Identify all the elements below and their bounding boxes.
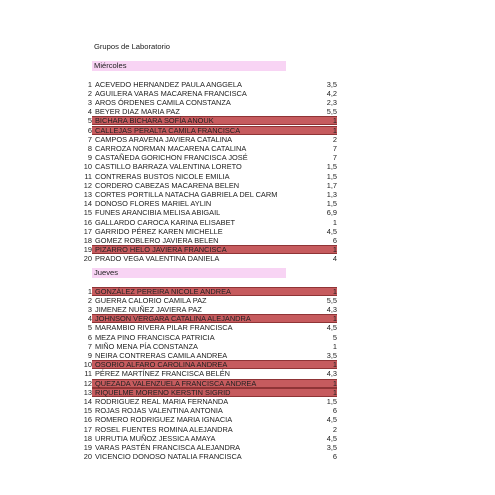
row-number: 18 (83, 235, 92, 245)
table-row (82, 406, 337, 415)
table-row (82, 89, 337, 98)
table-row (82, 369, 337, 378)
row-number: 8 (87, 143, 92, 153)
row-number: 19 (83, 245, 92, 255)
student-name: PRADO VEGA VALENTINA DANIELA (95, 254, 220, 264)
row-number: 5 (87, 116, 92, 126)
row-number: 2 (87, 295, 92, 305)
student-name: CASTAÑEDA GORICHON FRANCISCA JOSÉ (95, 153, 248, 163)
score-value: 1 (332, 116, 337, 126)
score-value: 5,5 (326, 107, 337, 117)
table-row (82, 218, 337, 227)
table-row (82, 333, 337, 342)
student-name: GOMEZ ROBLERO JAVIERA BELEN (95, 235, 219, 245)
score-value: 1 (332, 314, 337, 324)
row-number: 13 (83, 189, 92, 199)
table-row (82, 199, 337, 208)
table-row (82, 107, 337, 116)
row-number: 9 (87, 153, 92, 163)
table-row (82, 254, 337, 263)
row-number: 17 (83, 424, 92, 434)
row-number: 14 (83, 199, 92, 209)
table-row (82, 126, 337, 135)
row-number: 3 (87, 304, 92, 314)
table-row (82, 80, 337, 89)
table-row (82, 227, 337, 236)
row-number: 16 (83, 217, 92, 227)
student-name: CAMPOS ARAVENA JAVIERA CATALINA (95, 134, 233, 144)
row-number: 10 (83, 360, 92, 370)
student-name: BICHARA BICHARA SOFÍA ANOUK (95, 116, 214, 126)
row-number: 7 (87, 134, 92, 144)
table-row (82, 434, 337, 443)
document-title: Grupos de Laboratorio (94, 42, 170, 51)
student-name: ROJAS ROJAS VALENTINA ANTONIA (95, 406, 223, 416)
student-name: JOHNSON VERGARA CATALINA ALEJANDRA (95, 314, 251, 324)
table-row (82, 181, 337, 190)
row-number: 7 (87, 341, 92, 351)
score-value: 4,5 (326, 226, 337, 236)
score-value: 1 (332, 341, 337, 351)
student-name: GONZÁLEZ PEREIRA NICOLE ANDREA (95, 286, 231, 296)
student-name: MEZA PINO FRANCISCA PATRICIA (95, 332, 215, 342)
row-number: 11 (84, 369, 92, 379)
score-value: 6,9 (326, 208, 337, 218)
row-number: 15 (83, 208, 92, 218)
row-number: 4 (87, 107, 92, 117)
student-name: CARROZA NORMAN MACARENA CATALINA (95, 143, 247, 153)
row-number: 1 (87, 79, 92, 89)
table-row (82, 360, 337, 369)
row-number: 20 (83, 452, 92, 462)
student-name: PÉREZ MARTÍNEZ FRANCISCA BELÉN (95, 369, 230, 379)
row-number: 6 (87, 125, 92, 135)
table-row (82, 425, 337, 434)
student-name: RODRIGUEZ REAL MARIA FERNANDA (95, 396, 229, 406)
row-number: 15 (83, 406, 92, 416)
table-row (82, 190, 337, 199)
score-value: 1 (332, 378, 337, 388)
score-value: 4,3 (326, 369, 337, 379)
score-value: 1,5 (326, 396, 337, 406)
table-row (82, 305, 337, 314)
score-value: 1,5 (326, 171, 337, 181)
score-value: 2 (332, 424, 337, 434)
score-value: 1,3 (326, 189, 337, 199)
student-name: RIQUELME MORENO KERSTIN SIGRID (95, 387, 231, 397)
score-value: 2 (332, 134, 337, 144)
score-value: 5,5 (326, 295, 337, 305)
student-name: AROS ÓRDENES CAMILA CONSTANZA (95, 97, 231, 107)
row-number: 16 (83, 415, 92, 425)
student-name: OSORIO ALFARO CAROLINA ANDREA (95, 360, 228, 370)
student-name: VICENCIO DONOSO NATALIA FRANCISCA (95, 452, 242, 462)
student-name: URRUTIA MUÑOZ JESSICA AMAYA (95, 433, 216, 443)
row-number: 1 (87, 286, 92, 296)
student-name: JIMENEZ NUÑEZ JAVIERA PAZ (95, 304, 202, 314)
student-name: CORTES PORTILLA NATACHA GABRIELA DEL CARM (95, 189, 278, 199)
row-number: 13 (83, 387, 92, 397)
score-value: 6 (332, 235, 337, 245)
row-number: 12 (83, 378, 92, 388)
score-value: 6 (332, 406, 337, 416)
score-value: 7 (332, 153, 337, 163)
row-number: 11 (84, 171, 92, 181)
section-header-jueves: Jueves (92, 268, 286, 278)
student-name: ROMERO RODRIGUEZ MARIA IGNACIA (95, 415, 233, 425)
table-row (82, 314, 337, 323)
student-name: VARAS PASTÉN FRANCISCA ALEJANDRA (95, 442, 241, 452)
student-name: ACEVEDO HERNANDEZ PAULA ANGGELA (95, 79, 242, 89)
section-header-miercoles: Miércoles (92, 61, 286, 71)
student-name: CASTILLO BARRAZA VALENTINA LORETO (95, 162, 242, 172)
score-value: 3,5 (326, 79, 337, 89)
row-number: 4 (87, 314, 92, 324)
table-row (82, 162, 337, 171)
student-name: PIZARRO HELO JAVIERA FRANCISCA (95, 245, 227, 255)
student-name: DONOSO FLORES MARIEL AYLIN (95, 199, 212, 209)
student-name: CALLEJAS PERALTA CAMILA FRANCISCA (95, 125, 241, 135)
table-row (82, 135, 337, 144)
table-row (82, 323, 337, 332)
row-number: 18 (83, 433, 92, 443)
score-value: 1 (332, 387, 337, 397)
table-row (82, 397, 337, 406)
score-value: 2,3 (326, 97, 337, 107)
student-name: FUNES ARANCIBIA MELISA ABIGAIL (95, 208, 221, 218)
table-row (82, 153, 337, 162)
row-number: 10 (83, 162, 92, 172)
score-value: 1,5 (326, 162, 337, 172)
student-name: MIÑO MENA PÍA CONSTANZA (95, 341, 198, 351)
table-row (82, 236, 337, 245)
student-name: GUERRA CALORIO CAMILA PAZ (95, 295, 207, 305)
table-row (82, 287, 337, 296)
score-value: 5 (332, 332, 337, 342)
table-row (82, 144, 337, 153)
table-row (82, 208, 337, 217)
table-row (82, 452, 337, 461)
score-value: 4,3 (326, 304, 337, 314)
row-number: 5 (87, 323, 92, 333)
table-row (82, 388, 337, 397)
row-number: 9 (87, 350, 92, 360)
score-value: 1,5 (326, 199, 337, 209)
table-row (82, 172, 337, 181)
table-row (82, 98, 337, 107)
row-number: 3 (87, 97, 92, 107)
score-value: 3,5 (326, 442, 337, 452)
score-value: 4,5 (326, 323, 337, 333)
student-name: CORDERO CABEZAS MACARENA BELEN (95, 180, 240, 190)
score-value: 4,2 (326, 88, 337, 98)
row-number: 2 (87, 88, 92, 98)
row-number: 14 (83, 396, 92, 406)
score-value: 4,5 (326, 415, 337, 425)
table-row (82, 116, 337, 125)
row-number: 12 (83, 180, 92, 190)
table-row (82, 415, 337, 424)
student-name: AGUILERA VARAS MACARENA FRANCISCA (95, 88, 247, 98)
row-number: 20 (83, 254, 92, 264)
row-number: 17 (83, 226, 92, 236)
row-number: 6 (87, 332, 92, 342)
student-name: MARAMBIO RIVERA PILAR FRANCISCA (95, 323, 233, 333)
score-value: 4,5 (326, 433, 337, 443)
score-value: 3,5 (326, 350, 337, 360)
student-name: GARRIDO PÉREZ KAREN MICHELLE (95, 226, 223, 236)
score-value: 1 (332, 245, 337, 255)
table-row (82, 443, 337, 452)
student-name: BEYER DIAZ MARIA PAZ (95, 107, 180, 117)
student-name: CONTRERAS BUSTOS NICOLE EMILIA (95, 171, 230, 181)
score-value: 1 (332, 217, 337, 227)
table-row (82, 245, 337, 254)
score-value: 4 (332, 254, 337, 264)
score-value: 7 (332, 143, 337, 153)
table-row (82, 296, 337, 305)
score-value: 1 (332, 360, 337, 370)
score-value: 1 (332, 125, 337, 135)
score-value: 1 (332, 286, 337, 296)
student-name: GALLARDO CAROCA KARINA ELISABET (95, 217, 236, 227)
student-name: ROSEL FUENTES ROMINA ALEJANDRA (95, 424, 233, 434)
student-name: NEIRA CONTRERAS CAMILA ANDREA (95, 350, 228, 360)
table-row (82, 379, 337, 388)
score-value: 6 (332, 452, 337, 462)
score-value: 1,7 (326, 180, 337, 190)
table-row (82, 342, 337, 351)
table-row (82, 351, 337, 360)
row-number: 19 (83, 442, 92, 452)
student-name: QUEZADA VALENZUELA FRANCISCA ANDREA (95, 378, 257, 388)
